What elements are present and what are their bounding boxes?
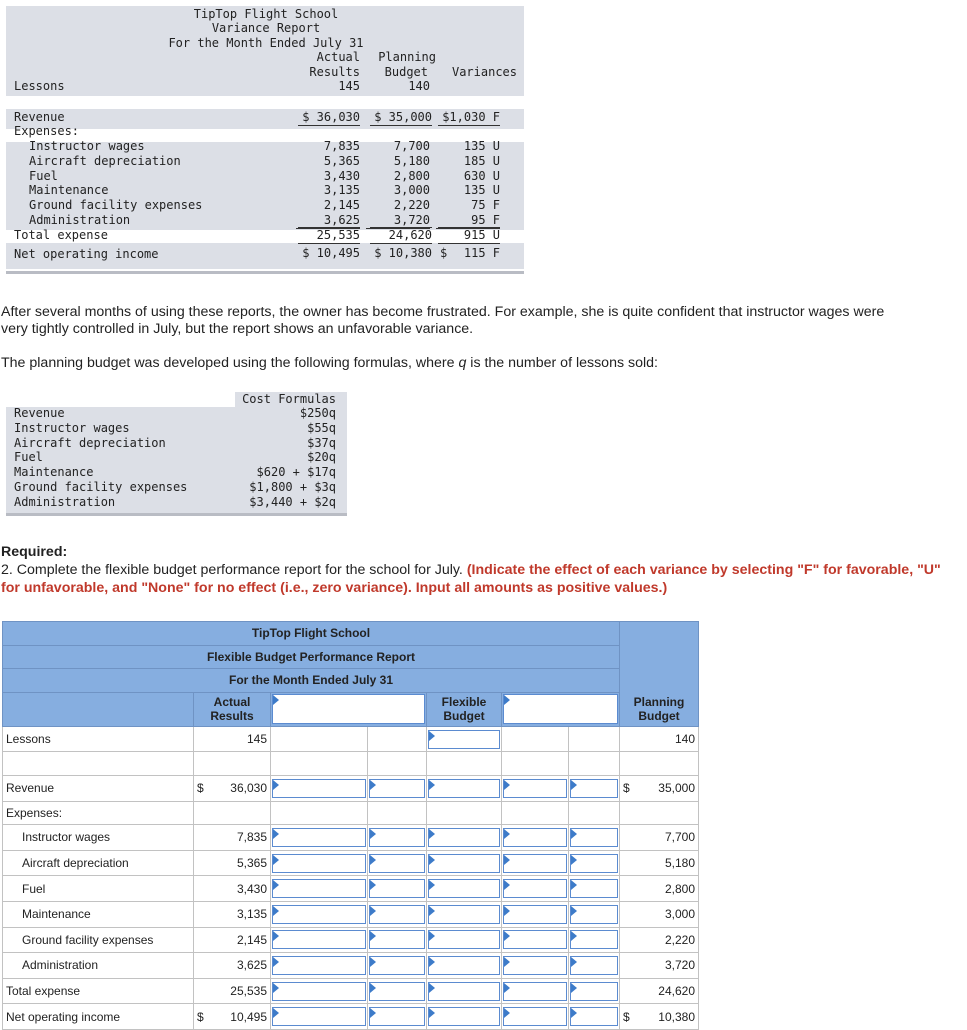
vr-revenue-planning: $ 35,000 bbox=[370, 110, 432, 126]
cf-row-formula: $1,800 + $3q bbox=[249, 480, 336, 494]
table-cell bbox=[427, 775, 502, 801]
flexible-budget-input[interactable] bbox=[428, 828, 500, 847]
required-instruction: (Indicate the effect of each variance by selecting "F" for favorable, "U" for unfavorable, and "None" for no effect (i.e., zero variance). Input all amounts as positive values.) bbox=[1, 562, 941, 596]
table-cell bbox=[502, 850, 569, 876]
cf-row-formula: $37q bbox=[307, 435, 336, 450]
empty-cell bbox=[502, 752, 569, 776]
variance-type-select[interactable] bbox=[570, 1007, 618, 1026]
empty-cell bbox=[502, 801, 569, 825]
table-cell bbox=[502, 978, 569, 1004]
empty-cell bbox=[271, 801, 368, 825]
vr-expense-planning: 3,720 bbox=[366, 213, 430, 229]
variance-type-select[interactable] bbox=[369, 779, 425, 798]
planning-cell bbox=[620, 726, 699, 752]
variance-amount-input[interactable] bbox=[503, 1007, 567, 1026]
vr-expense-actual: 3,135 bbox=[323, 183, 360, 198]
table-cell bbox=[427, 953, 502, 979]
table-cell bbox=[368, 901, 427, 927]
flex-col-planning bbox=[620, 622, 699, 727]
variance-report bbox=[6, 6, 524, 274]
cf-row-formula: $250q bbox=[299, 406, 336, 420]
table-cell bbox=[569, 927, 620, 953]
flexible-budget-table bbox=[2, 621, 699, 1030]
variance-amount-input[interactable] bbox=[272, 1007, 366, 1026]
table-cell bbox=[502, 953, 569, 979]
flex-header-input-cell bbox=[271, 692, 427, 726]
table-cell bbox=[271, 927, 368, 953]
vr-expense-label: Ground facility expenses bbox=[29, 198, 203, 213]
vr-expense-variance: 185 U bbox=[463, 153, 500, 168]
variance-amount-input[interactable] bbox=[503, 879, 567, 898]
table-cell bbox=[271, 978, 368, 1004]
row-label bbox=[3, 978, 194, 1004]
table-cell bbox=[427, 825, 502, 851]
table-cell bbox=[368, 775, 427, 801]
flex-col-flexible bbox=[427, 692, 502, 726]
row-label bbox=[3, 825, 194, 851]
table-cell bbox=[569, 825, 620, 851]
flex-header-input[interactable] bbox=[272, 694, 425, 724]
empty-cell bbox=[620, 752, 699, 776]
planning-cell bbox=[620, 876, 699, 902]
vr-revenue-actual: $ 36,030 bbox=[298, 110, 360, 126]
vr-expense-actual: 7,835 bbox=[323, 139, 360, 153]
table-row bbox=[3, 825, 699, 851]
table-cell bbox=[427, 876, 502, 902]
vr-col-actual: Results bbox=[309, 65, 360, 79]
cf-row-label: Ground facility expenses bbox=[14, 480, 188, 494]
variance-type-select[interactable] bbox=[369, 905, 425, 924]
vr-expense-planning: 2,800 bbox=[393, 168, 430, 183]
dollar-sign: $ bbox=[197, 781, 204, 796]
table-cell bbox=[368, 876, 427, 902]
empty-cell bbox=[271, 752, 368, 776]
actual-cell bbox=[194, 978, 271, 1004]
vr-expense-label: Aircraft depreciation bbox=[29, 153, 181, 168]
row-label bbox=[3, 953, 194, 979]
variance-type-select[interactable] bbox=[369, 828, 425, 847]
dollar-sign: $ bbox=[197, 1009, 204, 1024]
table-cell bbox=[271, 953, 368, 979]
vr-expense-variance: 135 U bbox=[463, 139, 500, 153]
required-text bbox=[1, 562, 961, 597]
row-label-value: Net operating income bbox=[6, 1009, 121, 1024]
flex-col-planning-1: Planning bbox=[633, 694, 685, 709]
empty-cell bbox=[427, 801, 502, 825]
variance-amount-input[interactable] bbox=[503, 905, 567, 924]
table-row bbox=[3, 978, 699, 1004]
variance-type-select[interactable] bbox=[570, 828, 618, 847]
cf-row-label: Administration bbox=[14, 494, 116, 509]
variance-amount-input[interactable] bbox=[503, 779, 567, 798]
vr-expense-variance: 135 U bbox=[463, 183, 500, 198]
vr-col-planning: Planning bbox=[378, 50, 436, 64]
table-cell bbox=[427, 1004, 502, 1030]
flex-subtitle: Flexible Budget Performance Report bbox=[3, 645, 620, 669]
planning-cell-value: 24,620 bbox=[658, 984, 695, 999]
flex-col-actual-1: Actual bbox=[213, 695, 251, 710]
table-cell bbox=[569, 775, 620, 801]
vr-bottom-bar bbox=[6, 271, 524, 274]
dollar-sign: $ bbox=[623, 781, 630, 796]
cf-row-label: Maintenance bbox=[14, 465, 94, 480]
empty-cell bbox=[194, 801, 271, 825]
empty-cell bbox=[569, 801, 620, 825]
vr-subtitle: Variance Report bbox=[211, 21, 321, 35]
table-cell bbox=[271, 901, 368, 927]
vr-expense-planning: 2,220 bbox=[393, 198, 430, 213]
cf-row-label: Revenue bbox=[14, 406, 65, 420]
vr-col-actual: Actual bbox=[316, 50, 360, 64]
vr-total-variance: 915 U bbox=[438, 227, 500, 244]
planning-cell-value: 2,800 bbox=[664, 881, 695, 896]
table-cell bbox=[368, 953, 427, 979]
table-row bbox=[3, 1004, 699, 1030]
vr-expense-planning: 7,700 bbox=[393, 139, 430, 153]
vr-expense-label: Instructor wages bbox=[29, 139, 145, 153]
actual-cell bbox=[194, 1004, 271, 1030]
row-label-value: Revenue bbox=[6, 781, 55, 796]
vr-expense-label: Fuel bbox=[29, 168, 58, 183]
table-cell bbox=[502, 825, 569, 851]
cf-row-formula: $620 + $17q bbox=[256, 465, 336, 480]
vr-total-planning: 24,620 bbox=[370, 227, 432, 244]
actual-cell bbox=[194, 775, 271, 801]
flex-period: For the Month Ended July 31 bbox=[3, 669, 620, 693]
table-cell bbox=[271, 1004, 368, 1030]
actual-cell bbox=[194, 850, 271, 876]
variance-amount-input[interactable] bbox=[272, 905, 366, 924]
flex-col-actual bbox=[194, 692, 271, 726]
vr-noi-planning: $ 10,380 bbox=[374, 246, 432, 260]
planning-cell-value: 10,380 bbox=[658, 1009, 695, 1024]
variance-type-select[interactable] bbox=[369, 930, 425, 949]
variance-amount-input[interactable] bbox=[272, 956, 366, 975]
planning-cell-value: 35,000 bbox=[658, 781, 695, 796]
vr-noi-actual: $ 10,495 bbox=[302, 246, 360, 260]
vr-noi-variance: 115 F bbox=[463, 246, 500, 260]
actual-cell-value: 5,365 bbox=[236, 856, 267, 871]
vr-lessons-label: Lessons bbox=[14, 79, 65, 93]
variance-type-select[interactable] bbox=[570, 779, 618, 798]
variance-amount-input[interactable] bbox=[272, 828, 366, 847]
variance-type-select[interactable] bbox=[570, 956, 618, 975]
vr-period: For the Month Ended July 31 bbox=[168, 36, 364, 50]
flexible-budget-input[interactable] bbox=[428, 879, 500, 898]
empty-cell bbox=[368, 752, 427, 776]
variance-amount-input[interactable] bbox=[503, 982, 567, 1001]
flex-header-blank bbox=[3, 692, 194, 726]
vr-col-variances: Variances bbox=[451, 65, 517, 79]
table-cell bbox=[368, 1004, 427, 1030]
actual-cell bbox=[194, 927, 271, 953]
empty-cell bbox=[271, 726, 368, 752]
actual-cell bbox=[194, 825, 271, 851]
vr-expense-planning: 5,180 bbox=[393, 153, 430, 168]
flexible-budget-input[interactable] bbox=[428, 930, 500, 949]
flexible-budget-input[interactable] bbox=[428, 1007, 500, 1026]
vr-expense-actual: 2,145 bbox=[323, 198, 360, 213]
table-cell bbox=[427, 726, 502, 752]
table-cell bbox=[427, 901, 502, 927]
vr-expense-actual: 3,430 bbox=[323, 168, 360, 183]
planning-cell-value: 140 bbox=[674, 732, 695, 747]
variance-amount-input[interactable] bbox=[503, 854, 567, 873]
vr-expenses-label: Expenses: bbox=[14, 124, 80, 138]
actual-cell-value: 2,145 bbox=[236, 932, 267, 947]
spacer-row bbox=[3, 752, 699, 776]
flexible-budget-input[interactable] bbox=[428, 779, 500, 798]
table-row bbox=[3, 775, 699, 801]
flex-header-input[interactable] bbox=[503, 694, 618, 724]
vr-title: TipTop Flight School bbox=[193, 7, 339, 21]
actual-cell bbox=[194, 876, 271, 902]
table-row bbox=[3, 927, 699, 953]
table-cell bbox=[427, 850, 502, 876]
empty-cell bbox=[569, 752, 620, 776]
vr-expense-label: Administration bbox=[29, 213, 131, 227]
cost-formulas-table bbox=[6, 390, 347, 520]
vr-noi-variance-sign: $ bbox=[440, 246, 448, 260]
empty-cell bbox=[569, 726, 620, 752]
actual-cell-value: 10,495 bbox=[230, 1009, 267, 1024]
planning-cell bbox=[620, 775, 699, 801]
table-cell bbox=[368, 850, 427, 876]
vr-total-label: Total expense bbox=[14, 228, 108, 242]
vr-expense-variance: 75 F bbox=[471, 198, 500, 213]
variance-amount-input[interactable] bbox=[272, 854, 366, 873]
table-cell bbox=[271, 825, 368, 851]
table-cell bbox=[569, 901, 620, 927]
planning-cell bbox=[620, 978, 699, 1004]
variance-amount-input[interactable] bbox=[503, 930, 567, 949]
planning-cell bbox=[620, 1004, 699, 1030]
table-cell bbox=[569, 850, 620, 876]
actual-cell-value: 36,030 bbox=[230, 781, 267, 796]
flex-col-planning-2: Budget bbox=[638, 708, 680, 723]
table-row bbox=[3, 850, 699, 876]
planning-cell-value: 7,700 bbox=[664, 830, 695, 845]
vr-expense-variance: 630 U bbox=[463, 168, 500, 183]
table-cell bbox=[569, 978, 620, 1004]
table-cell bbox=[502, 927, 569, 953]
table-row bbox=[3, 901, 699, 927]
actual-cell bbox=[194, 953, 271, 979]
planning-cell-value: 3,000 bbox=[664, 907, 695, 922]
actual-cell bbox=[194, 901, 271, 927]
row-label bbox=[3, 876, 194, 902]
variance-type-select[interactable] bbox=[369, 854, 425, 873]
table-cell bbox=[569, 1004, 620, 1030]
table-cell bbox=[368, 978, 427, 1004]
table-cell bbox=[427, 927, 502, 953]
cf-header: Cost Formulas bbox=[242, 392, 336, 406]
row-label bbox=[3, 901, 194, 927]
vr-expense-actual: 3,625 bbox=[296, 213, 360, 229]
actual-cell-value: 3,430 bbox=[236, 881, 267, 896]
table-cell bbox=[271, 876, 368, 902]
table-cell bbox=[271, 850, 368, 876]
table-cell bbox=[502, 901, 569, 927]
variance-type-select[interactable] bbox=[369, 1007, 425, 1026]
planning-cell bbox=[620, 927, 699, 953]
table-row bbox=[3, 953, 699, 979]
variance-amount-input[interactable] bbox=[272, 930, 366, 949]
intro-paragraph: After several months of using these reports, the owner has become frustrated. For example, she is quite confident that instructor wages were very tightly controlled in July, but the report shows an unfavorable variance. bbox=[1, 304, 885, 337]
flex-col-flexible-2: Budget bbox=[443, 709, 485, 724]
row-label bbox=[3, 850, 194, 876]
planning-cell bbox=[620, 953, 699, 979]
variance-type-select[interactable] bbox=[369, 956, 425, 975]
row-label-value: Administration bbox=[22, 958, 99, 973]
variance-amount-input[interactable] bbox=[272, 779, 366, 798]
table-row bbox=[3, 726, 699, 752]
cf-bottom-bar bbox=[6, 513, 347, 516]
planning-cell-value: 2,220 bbox=[664, 932, 695, 947]
required-heading: Required: bbox=[1, 544, 68, 560]
vr-expense-variance: 95 F bbox=[436, 213, 500, 229]
vr-expense-actual: 5,365 bbox=[323, 153, 360, 168]
table-cell bbox=[368, 825, 427, 851]
row-label-value: Maintenance bbox=[22, 907, 91, 922]
flexible-budget-input[interactable] bbox=[428, 854, 500, 873]
required-task: 2. Complete the flexible budget performance report for the school for July. bbox=[1, 562, 463, 578]
row-label-value: Aircraft depreciation bbox=[22, 856, 129, 871]
vr-revenue-variance: $1,030 F bbox=[438, 110, 500, 126]
actual-cell bbox=[194, 726, 271, 752]
variance-type-select[interactable] bbox=[570, 982, 618, 1001]
empty-cell bbox=[368, 801, 427, 825]
dollar-sign: $ bbox=[623, 1009, 630, 1024]
flexible-budget-input[interactable] bbox=[428, 905, 500, 924]
planning-cell bbox=[620, 825, 699, 851]
actual-cell-value: 145 bbox=[246, 732, 267, 747]
vr-revenue-label: Revenue bbox=[14, 110, 65, 124]
variance-type-select[interactable] bbox=[570, 879, 618, 898]
row-label-value: Instructor wages bbox=[22, 830, 111, 845]
vr-col-planning: Budget bbox=[384, 65, 428, 79]
flexible-lessons-input[interactable] bbox=[428, 730, 500, 749]
row-label bbox=[3, 1004, 194, 1030]
empty-cell bbox=[620, 801, 699, 825]
vr-expense-planning: 3,000 bbox=[393, 183, 430, 198]
vr-lessons-actual: 145 bbox=[338, 79, 360, 93]
vr-lessons-planning: 140 bbox=[408, 79, 430, 93]
table-row bbox=[3, 876, 699, 902]
cf-row-formula: $20q bbox=[307, 450, 336, 465]
actual-cell-value: 3,135 bbox=[236, 907, 267, 922]
flexible-budget-input[interactable] bbox=[428, 982, 500, 1001]
flexible-budget-input[interactable] bbox=[428, 956, 500, 975]
cf-row-formula: $55q bbox=[307, 420, 336, 435]
flex-col-actual-2: Results bbox=[210, 709, 254, 724]
empty-cell bbox=[502, 726, 569, 752]
variance-type-select[interactable] bbox=[369, 982, 425, 1001]
variance-amount-input[interactable] bbox=[503, 956, 567, 975]
vr-noi-label: Net operating income bbox=[14, 247, 159, 261]
table-cell bbox=[502, 1004, 569, 1030]
empty-cell bbox=[194, 752, 271, 776]
table-cell bbox=[569, 953, 620, 979]
table-cell bbox=[271, 775, 368, 801]
cf-row-formula: $3,440 + $2q bbox=[249, 494, 336, 509]
formula-intro-paragraph: The planning budget was developed using the following formulas, where q is the number of lessons sold: bbox=[1, 355, 658, 371]
vr-total-actual: 25,535 bbox=[298, 227, 360, 244]
row-label-value: Ground facility expenses bbox=[22, 932, 154, 947]
actual-cell-value: 25,535 bbox=[230, 984, 267, 999]
table-cell bbox=[427, 978, 502, 1004]
empty-cell bbox=[3, 752, 194, 776]
table-cell bbox=[368, 927, 427, 953]
variance-amount-input[interactable] bbox=[503, 828, 567, 847]
row-label bbox=[3, 726, 194, 752]
row-label-value: Fuel bbox=[22, 881, 46, 896]
expenses-label: Expenses: bbox=[3, 801, 194, 825]
planning-cell bbox=[620, 850, 699, 876]
expenses-heading-row bbox=[3, 801, 699, 825]
cf-row-label: Aircraft depreciation bbox=[14, 435, 166, 450]
cf-row-label: Fuel bbox=[14, 450, 43, 465]
empty-cell bbox=[368, 726, 427, 752]
table-cell bbox=[502, 775, 569, 801]
empty-cell bbox=[427, 752, 502, 776]
row-label bbox=[3, 775, 194, 801]
variance-amount-input[interactable] bbox=[272, 982, 366, 1001]
planning-cell-value: 3,720 bbox=[664, 958, 695, 973]
variance-type-select[interactable] bbox=[570, 854, 618, 873]
actual-cell-value: 7,835 bbox=[236, 830, 267, 845]
vr-expense-label: Maintenance bbox=[29, 183, 109, 198]
flex-header-input-cell bbox=[502, 692, 620, 726]
flex-col-flexible-1: Flexible bbox=[441, 695, 487, 710]
cf-row-label: Instructor wages bbox=[14, 420, 130, 435]
planning-cell-value: 5,180 bbox=[664, 856, 695, 871]
table-cell bbox=[569, 876, 620, 902]
row-label-value: Lessons bbox=[6, 732, 51, 747]
variance-type-select[interactable] bbox=[570, 905, 618, 924]
row-label bbox=[3, 927, 194, 953]
variance-amount-input[interactable] bbox=[272, 879, 366, 898]
planning-cell bbox=[620, 901, 699, 927]
variance-type-select[interactable] bbox=[570, 930, 618, 949]
actual-cell-value: 3,625 bbox=[236, 958, 267, 973]
flex-title: TipTop Flight School bbox=[3, 622, 620, 646]
row-label-value: Total expense bbox=[6, 984, 81, 999]
variance-type-select[interactable] bbox=[369, 879, 425, 898]
table-cell bbox=[502, 876, 569, 902]
